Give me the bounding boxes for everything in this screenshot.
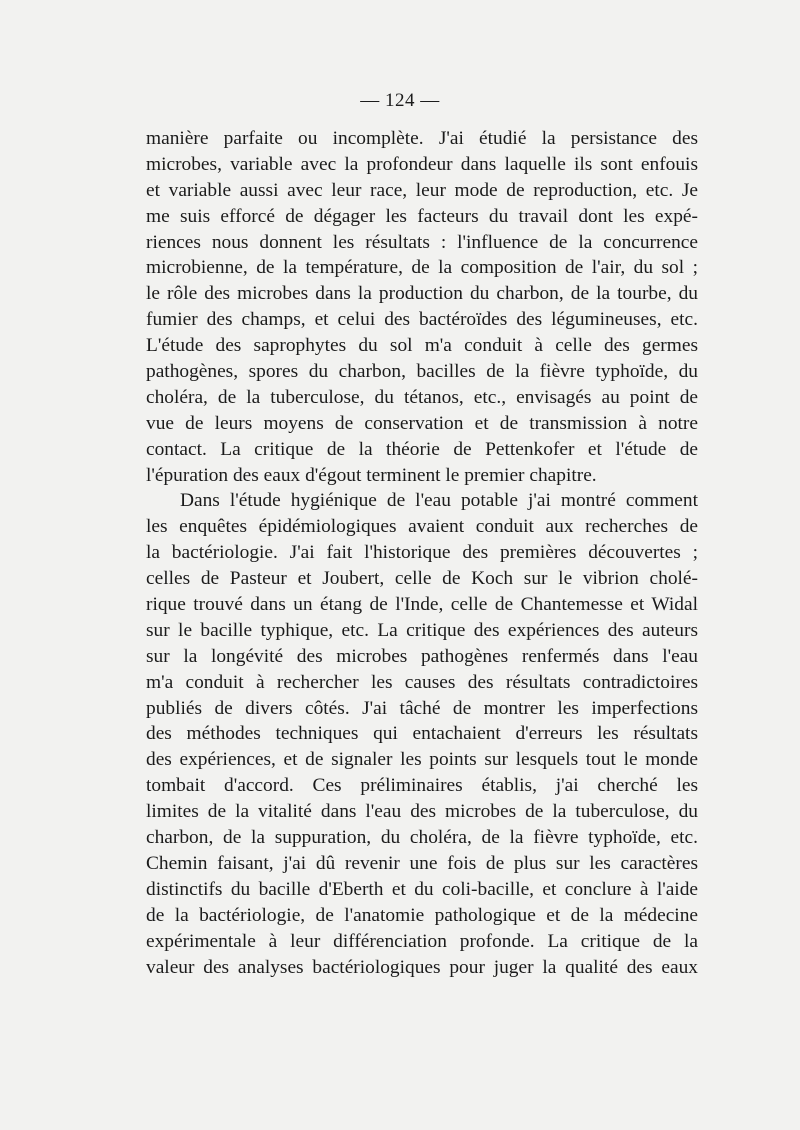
text-line: Dans l'étude hygiénique de l'eau potable j'ai montré comment [180, 490, 698, 512]
body-text [146, 126, 698, 980]
text-line: l'épuration des eaux d'égout terminent le premier chapitre. [146, 464, 597, 486]
paragraph [146, 126, 698, 488]
text-line: microbienne, de la température, de la composition de l'air, du sol ; [146, 257, 698, 279]
text-line: des expériences, et de signaler les points sur lesquels tout le monde [146, 749, 698, 771]
text-line: publiés de divers côtés. J'ai tâché de montrer les imperfections [146, 697, 698, 719]
text-line: vue de leurs moyens de conservation et de transmission à notre [146, 412, 698, 434]
text-line: celles de Pasteur et Joubert, celle de Koch sur le vibrion cholé- [146, 568, 698, 590]
text-line: contact. La critique de la théorie de Pettenkofer et l'étude de [146, 438, 698, 460]
text-line: la bactériologie. J'ai fait l'historique des premières découvertes ; [146, 542, 698, 564]
text-line: limites de la vitalité dans l'eau des microbes de la tuberculose, du [146, 801, 698, 823]
paragraph [146, 488, 698, 980]
text-line: de la bactériologie, de l'anatomie pathologique et de la médecine [146, 904, 698, 926]
text-line: rique trouvé dans un étang de l'Inde, celle de Chantemesse et Widal [146, 594, 698, 616]
text-line: les enquêtes épidémiologiques avaient conduit aux recherches de [146, 516, 698, 538]
text-line: charbon, de la suppuration, du choléra, de la fièvre typhoïde, etc. [146, 827, 698, 849]
text-line: sur le bacille typhique, etc. La critique des expériences des auteurs [146, 619, 698, 641]
text-line: valeur des analyses bactériologiques pour juger la qualité des eaux [146, 956, 698, 978]
text-line: expérimentale à leur différenciation profonde. La critique de la [146, 930, 698, 952]
page-number: — 124 — [360, 90, 440, 111]
text-line: choléra, de la tuberculose, du tétanos, etc., envisagés au point de [146, 386, 698, 408]
text-line: Chemin faisant, j'ai dû revenir une fois de plus sur les caractères [146, 852, 698, 874]
text-line: le rôle des microbes dans la production du charbon, de la tourbe, du [146, 283, 698, 305]
text-line: distinctifs du bacille d'Eberth et du coli-bacille, et conclure à l'aide [146, 878, 698, 900]
text-line: et variable aussi avec leur race, leur mode de reproduction, etc. Je [146, 179, 698, 201]
text-line: des méthodes techniques qui entachaient d'erreurs les résultats [146, 723, 698, 745]
text-line: fumier des champs, et celui des bactéroïdes des légumineuses, etc. [146, 309, 698, 331]
text-line: microbes, variable avec la profondeur dans laquelle ils sont enfouis [146, 153, 698, 175]
text-line: tombait d'accord. Ces préliminaires établis, j'ai cherché les [146, 775, 698, 797]
text-line: manière parfaite ou incomplète. J'ai étudié la persistance des [146, 128, 698, 149]
text-line: riences nous donnent les résultats : l'influence de la concurrence [146, 231, 698, 253]
text-line: me suis efforcé de dégager les facteurs du travail dont les expé- [146, 205, 698, 227]
text-line: sur la longévité des microbes pathogènes renfermés dans l'eau [146, 645, 698, 667]
text-line: m'a conduit à rechercher les causes des résultats contradictoires [146, 671, 698, 693]
text-line: L'étude des saprophytes du sol m'a conduit à celle des germes [146, 335, 698, 357]
text-line: pathogènes, spores du charbon, bacilles de la fièvre typhoïde, du [146, 361, 698, 383]
